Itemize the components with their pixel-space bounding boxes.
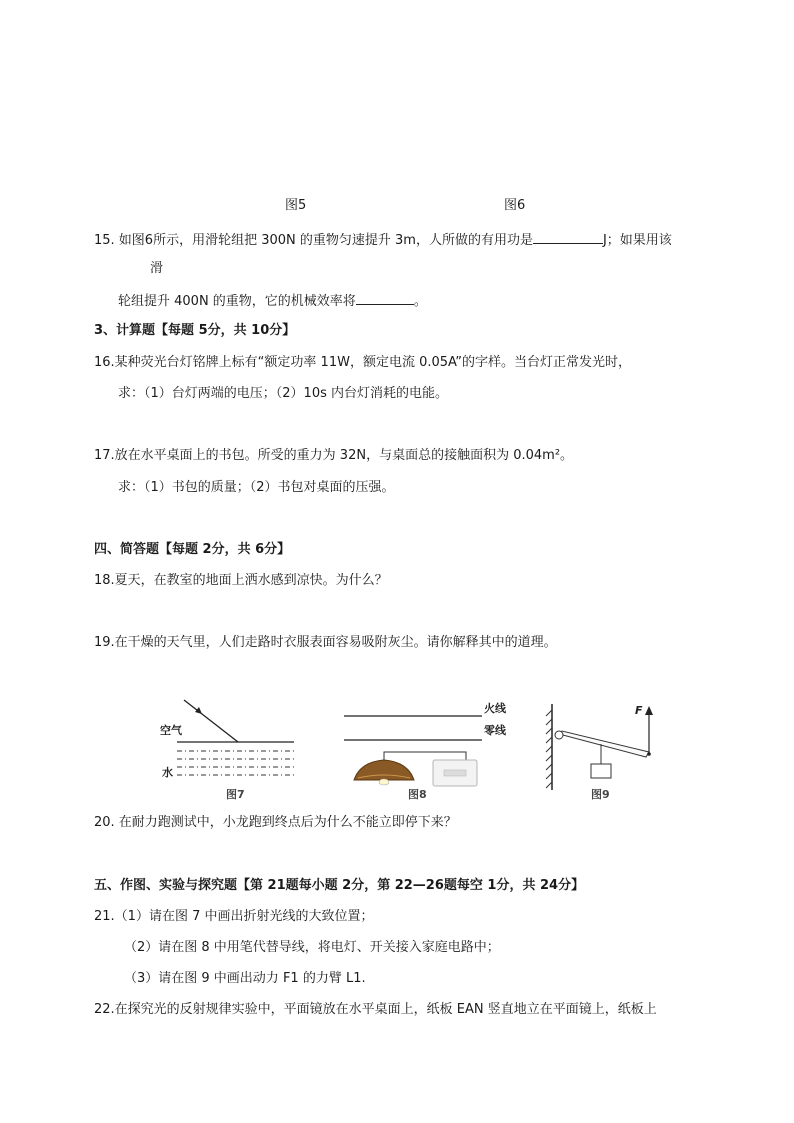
wall-hatching	[546, 710, 552, 788]
lever-bar	[559, 731, 649, 757]
q21-line1: 21.（1）请在图 7 中画出折射光线的大致位置；	[94, 909, 374, 924]
section-3-title: 3、计算题【每题 5分，共 10分】	[94, 323, 296, 338]
q15-line2-pre: 轮组提升 400N 的重物，它的机械效率将	[118, 294, 356, 309]
force-arrow-head	[645, 706, 653, 715]
wall-switch-toggle	[444, 770, 466, 776]
fig6-caption: 图6	[504, 198, 526, 213]
q17-line1: 17.放在水平桌面上的书包。所受的重力为 32N，与桌面总的接触面积为 0.04m²。	[94, 448, 574, 463]
force-application-point	[647, 752, 651, 756]
hanging-weight-icon	[591, 764, 611, 778]
q16-line2: 求：（1）台灯两端的电压；（2）10s 内台灯消耗的电能。	[118, 386, 448, 401]
q20-text: 20. 在耐力跑测试中，小龙跑到终点后为什么不能立即停下来？	[94, 815, 457, 830]
incident-ray-arrow	[195, 707, 202, 714]
q21-line2: （2）请在图 8 中用笔代替导线，将电灯、开关接入家庭电路中；	[124, 940, 500, 955]
q15-line2	[118, 292, 427, 310]
fig7-caption: 图7	[226, 788, 245, 801]
fig8-live-label: 火线	[484, 702, 506, 715]
q15-answer-blank-1[interactable]	[533, 231, 603, 244]
fig9-caption: 图9	[591, 788, 610, 801]
pivot-icon	[555, 731, 563, 739]
q16-line1: 16.某种荧光台灯铭牌上标有“额定功率 11W，额定电流 0.05A”的字样。当台灯正常发光时，	[94, 355, 632, 370]
fig9-force-label: F	[635, 704, 643, 717]
incident-ray	[184, 700, 238, 742]
fig8-caption: 图8	[408, 788, 427, 801]
figure-7	[152, 688, 300, 804]
q18-text: 18.夏天，在教室的地面上洒水感到凉快。为什么？	[94, 573, 388, 588]
q15-line1-post: J；如果用该	[602, 233, 672, 248]
figure-8	[340, 696, 520, 804]
lamp-bulb-icon	[379, 779, 389, 785]
figure-9	[545, 700, 665, 804]
q15-answer-blank-2[interactable]	[356, 292, 414, 305]
fig7-water-label: 水	[162, 766, 173, 779]
q21-line3: （3）请在图 9 中画出动力 F1 的力臂 L1.	[124, 971, 366, 986]
fig7-air-label: 空气	[160, 724, 182, 737]
q17-line2: 求：（1）书包的质量；（2）书包对桌面的压强。	[118, 480, 395, 495]
fig5-caption: 图5	[285, 198, 307, 213]
q15-line1-pre: 15. 如图6所示，用滑轮组把 300N 的重物匀速提升 3m，人所做的有用功是	[94, 233, 533, 248]
q15-line1-wrap: 滑	[150, 261, 164, 276]
q19-text: 19.在干燥的天气里，人们走路时衣服表面容易吸附灰尘。请你解释其中的道理。	[94, 635, 557, 650]
q22-line1: 22.在探究光的反射规律实验中，平面镜放在水平桌面上，纸板 EAN 竖直地立在平面镜上，纸板上	[94, 1002, 657, 1017]
fig8-neutral-label: 零线	[484, 724, 506, 737]
q15-line1	[94, 231, 672, 249]
q15-line2-post: 。	[413, 294, 427, 309]
section-4-title: 四、简答题【每题 2分，共 6分】	[94, 542, 291, 557]
section-5-title: 五、作图、实验与探究题【第 21题每小题 2分，第 22—26题每空 1分，共 24分】	[94, 878, 585, 893]
